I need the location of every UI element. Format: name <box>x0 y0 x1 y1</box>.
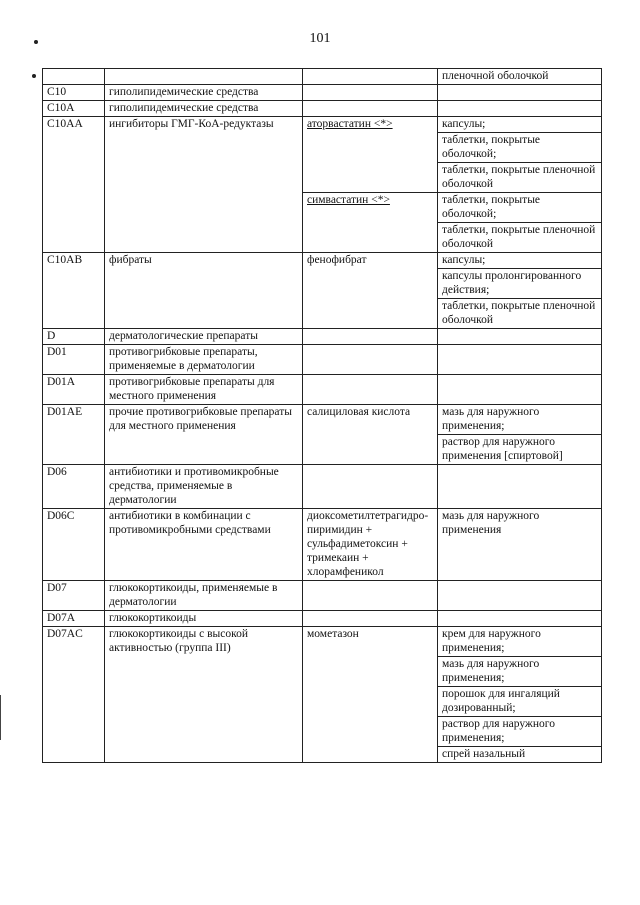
dosage-form-cell: пленочной оболочкой <box>438 69 602 85</box>
dosage-form-cell: таблетки, покрытые пленочной оболочкой <box>438 299 602 329</box>
dosage-form-cell <box>438 611 602 627</box>
atc-code-cell: D <box>43 329 105 345</box>
drug-name-cell <box>303 329 438 345</box>
atc-code-cell: D07A <box>43 611 105 627</box>
atc-name-cell: глюкокортикоиды, применяемые в дерматологии <box>105 581 303 611</box>
dosage-form-cell: капсулы; <box>438 117 602 133</box>
table-row <box>43 611 602 627</box>
atc-code-cell: D06C <box>43 509 105 581</box>
dosage-form-cell: раствор для наружного применения; <box>438 717 602 747</box>
atc-code-cell: D01AE <box>43 405 105 465</box>
atc-code-cell: C10AA <box>43 117 105 253</box>
atc-name-cell: прочие противогрибковые препараты для местного применения <box>105 405 303 465</box>
drug-table <box>42 68 602 763</box>
table-row <box>43 117 602 133</box>
drug-name-cell <box>303 253 438 329</box>
bullet-mark <box>34 40 38 44</box>
drug-name: симвастатин <*> <box>307 194 390 206</box>
table-row <box>43 329 602 345</box>
dosage-form-cell: мазь для наружного применения <box>438 509 602 581</box>
atc-code-cell: D01 <box>43 345 105 375</box>
table-row <box>43 509 602 581</box>
drug-name-cell <box>303 193 438 253</box>
table-row <box>43 375 602 405</box>
drug-name: мометазон <box>307 628 359 640</box>
drug-name: салициловая кислота <box>307 406 411 418</box>
atc-code-cell: D01A <box>43 375 105 405</box>
drug-name: диоксометилтетрагидро-пиримидин + сульфадиметоксин + тримекаин + хлорамфеникол <box>307 510 429 578</box>
bullet-mark <box>32 74 36 78</box>
dosage-form-cell <box>438 345 602 375</box>
atc-name-cell: противогрибковые препараты, применяемые в дерматологии <box>105 345 303 375</box>
atc-code-cell: C10AB <box>43 253 105 329</box>
dosage-form-cell <box>438 85 602 101</box>
drug-name-cell <box>303 627 438 763</box>
table-row <box>43 69 602 85</box>
drug-name-cell <box>303 101 438 117</box>
atc-code-cell: C10A <box>43 101 105 117</box>
dosage-form-cell: капсулы; <box>438 253 602 269</box>
atc-name-cell: противогрибковые препараты для местного применения <box>105 375 303 405</box>
dosage-form-cell: таблетки, покрытые оболочкой; <box>438 133 602 163</box>
drug-name: аторвастатин <*> <box>307 118 393 130</box>
dosage-form-cell: таблетки, покрытые пленочной оболочкой <box>438 223 602 253</box>
atc-name-cell: гиполипидемические средства <box>105 85 303 101</box>
dosage-form-cell <box>438 465 602 509</box>
atc-name-cell: антибиотики и противомикробные средства, применяемые в дерматологии <box>105 465 303 509</box>
drug-name-cell <box>303 405 438 465</box>
atc-code-cell: D06 <box>43 465 105 509</box>
dosage-form-cell: капсулы пролонгированного действия; <box>438 269 602 299</box>
atc-name-cell: дерматологические препараты <box>105 329 303 345</box>
atc-code-cell: D07 <box>43 581 105 611</box>
dosage-form-cell: спрей назальный <box>438 747 602 763</box>
drug-name-cell <box>303 375 438 405</box>
drug-name-cell <box>303 85 438 101</box>
page-number: 101 <box>309 31 331 46</box>
dosage-form-cell <box>438 101 602 117</box>
atc-code-cell: C10 <box>43 85 105 101</box>
table-row <box>43 253 602 269</box>
atc-name-cell <box>105 69 303 85</box>
atc-name-cell: фибраты <box>105 253 303 329</box>
dosage-form-cell <box>438 375 602 405</box>
drug-name-cell <box>303 117 438 193</box>
drug-name-cell <box>303 345 438 375</box>
drug-name-cell <box>303 69 438 85</box>
atc-name-cell: гиполипидемические средства <box>105 101 303 117</box>
atc-name-cell: ингибиторы ГМГ-КоА-редуктазы <box>105 117 303 253</box>
atc-code-cell <box>43 69 105 85</box>
atc-name-cell: глюкокортикоиды с высокой активностью (группа III) <box>105 627 303 763</box>
dosage-form-cell <box>438 581 602 611</box>
drug-name-cell <box>303 509 438 581</box>
edge-mark <box>0 695 1 740</box>
dosage-form-cell: крем для наружного применения; <box>438 627 602 657</box>
table-row <box>43 101 602 117</box>
table-row <box>43 465 602 509</box>
dosage-form-cell: порошок для ингаляций дозированный; <box>438 687 602 717</box>
atc-name-cell: глюкокортикоиды <box>105 611 303 627</box>
atc-name-cell: антибиотики в комбинации с противомикробными средствами <box>105 509 303 581</box>
table-row <box>43 85 602 101</box>
drug-name-cell <box>303 465 438 509</box>
table-row <box>43 581 602 611</box>
dosage-form-cell: раствор для наружного применения [спиртовой] <box>438 435 602 465</box>
dosage-form-cell: таблетки, покрытые пленочной оболочкой <box>438 163 602 193</box>
atc-code-cell: D07AC <box>43 627 105 763</box>
table-row <box>43 405 602 435</box>
drug-name-cell <box>303 611 438 627</box>
dosage-form-cell: таблетки, покрытые оболочкой; <box>438 193 602 223</box>
drug-name: фенофибрат <box>307 254 367 266</box>
dosage-form-cell: мазь для наружного применения; <box>438 657 602 687</box>
table-row <box>43 627 602 657</box>
table-row <box>43 345 602 375</box>
dosage-form-cell <box>438 329 602 345</box>
dosage-form-cell: мазь для наружного применения; <box>438 405 602 435</box>
drug-name-cell <box>303 581 438 611</box>
